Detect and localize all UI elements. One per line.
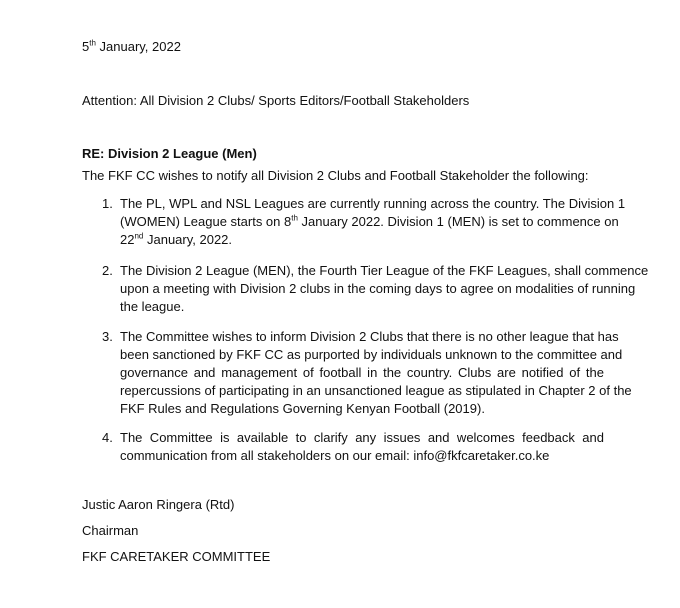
signatory-name: Justic Aaron Ringera (Rtd) bbox=[82, 497, 235, 512]
date-rest: January, 2022 bbox=[95, 39, 181, 54]
date-day: 5 bbox=[82, 39, 90, 54]
ordinal-suffix: nd bbox=[134, 231, 144, 241]
list-item-text bbox=[120, 429, 604, 465]
signatory-organization: FKF CARETAKER COMMITTEE bbox=[82, 549, 271, 564]
letter-date bbox=[82, 38, 181, 56]
date-suffix: th bbox=[89, 38, 96, 48]
line-part: January 2022. Division 1 (MEN) is set to commence on bbox=[297, 214, 619, 229]
list-item-number: 4. bbox=[102, 430, 113, 445]
list-item-line: The PL, WPL and NSL Leagues are currently running across the country. The Division 1 bbox=[120, 196, 626, 211]
list-item-line: governance and management of football in the country. Clubs are notified of the bbox=[120, 365, 604, 380]
list-item-line: the league. bbox=[120, 299, 185, 314]
ordinal-suffix: th bbox=[291, 213, 298, 223]
list-item-line: upon a meeting with Division 2 clubs in the coming days to agree on modalities of running bbox=[120, 281, 636, 296]
list-item-text bbox=[120, 262, 649, 316]
attention-line: Attention: All Division 2 Clubs/ Sports Editors/Football Stakeholders bbox=[82, 93, 470, 108]
line-part: January, 2022. bbox=[143, 232, 233, 247]
intro-paragraph: The FKF CC wishes to notify all Division 2 Clubs and Football Stakeholder the following: bbox=[82, 168, 589, 183]
list-item-number: 2. bbox=[102, 263, 113, 278]
list-item-line bbox=[120, 231, 604, 249]
line-part: (WOMEN) League starts on 8 bbox=[120, 214, 292, 229]
subject-line: RE: Division 2 League (Men) bbox=[82, 146, 257, 161]
list-item-text bbox=[120, 195, 626, 249]
list-item-line: FKF Rules and Regulations Governing Kenyan Football (2019). bbox=[120, 401, 485, 416]
list-item-line: The Committee wishes to inform Division 2 Clubs that there is no other league that has bbox=[120, 329, 619, 344]
list-item-line: The Committee is available to clarify any issues and welcomes feedback and bbox=[120, 430, 604, 445]
line-part: 22 bbox=[120, 232, 135, 247]
list-item-text bbox=[120, 328, 632, 418]
list-item-number: 1. bbox=[102, 196, 113, 211]
list-item-line bbox=[120, 213, 619, 231]
list-item-line: been sanctioned by FKF CC as purported by individuals unknown to the committee and bbox=[120, 347, 623, 362]
list-item-line: repercussions of participating in an unsanctioned league as stipulated in Chapter 2 of the bbox=[120, 383, 632, 398]
signatory-title: Chairman bbox=[82, 523, 139, 538]
list-item-line: communication from all stakeholders on our email: info@fkfcaretaker.co.ke bbox=[120, 448, 550, 463]
list-item-line: The Division 2 League (MEN), the Fourth Tier League of the FKF Leagues, shall commence bbox=[120, 263, 649, 278]
list-item-number: 3. bbox=[102, 329, 113, 344]
